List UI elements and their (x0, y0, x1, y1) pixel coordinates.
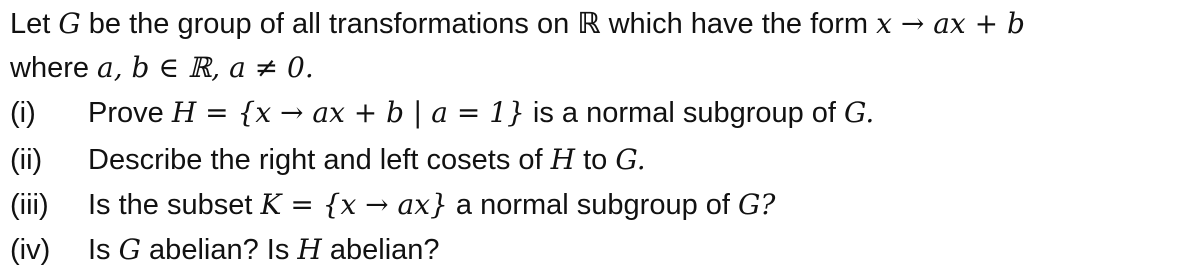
question-text: Is the subset (88, 189, 261, 221)
question-text: to (575, 144, 616, 176)
real-numbers-symbol: ℝ (577, 6, 601, 40)
problem-document (10, 0, 1190, 279)
question-part-ii (10, 137, 646, 183)
parameter-condition: a, b ∈ ℝ, a ≠ 0. (97, 51, 314, 84)
intro-line-2 (10, 45, 314, 91)
math-symbol-h: H (297, 233, 322, 266)
math-symbol-g: G (58, 7, 81, 40)
part-label: (iv) (10, 234, 51, 266)
question-text: Describe the right and left cosets of (88, 144, 551, 176)
math-symbol-g: G. (844, 96, 875, 129)
intro-text: Let (10, 8, 59, 40)
question-text: abelian? (321, 234, 440, 266)
intro-text: which have the form (600, 8, 877, 40)
question-text: Prove (88, 97, 172, 129)
subset-k-definition: K = {x → ax} (260, 188, 448, 221)
question-text: abelian? Is (141, 234, 298, 266)
question-part-i (10, 90, 874, 136)
math-symbol-g: G (118, 233, 141, 266)
intro-text: be the group of all transformations on (80, 8, 578, 40)
math-symbol-g: G? (738, 188, 776, 221)
question-text: Is (88, 234, 119, 266)
math-symbol-h: H (550, 143, 576, 176)
subgroup-h-definition: H = {x → ax + b | a = 1} (171, 96, 525, 129)
part-label: (iii) (10, 189, 49, 221)
math-symbol-g: G. (615, 143, 646, 176)
part-label: (i) (10, 97, 36, 129)
question-part-iii (10, 182, 775, 228)
part-label: (ii) (10, 144, 43, 176)
transformation-formula: x → ax + b (876, 7, 1025, 40)
intro-text: where (10, 52, 98, 84)
intro-line-1 (10, 0, 1025, 46)
question-text: is a normal subgroup of (524, 97, 845, 129)
question-text: a normal subgroup of (447, 189, 739, 221)
question-part-iv (10, 227, 440, 273)
